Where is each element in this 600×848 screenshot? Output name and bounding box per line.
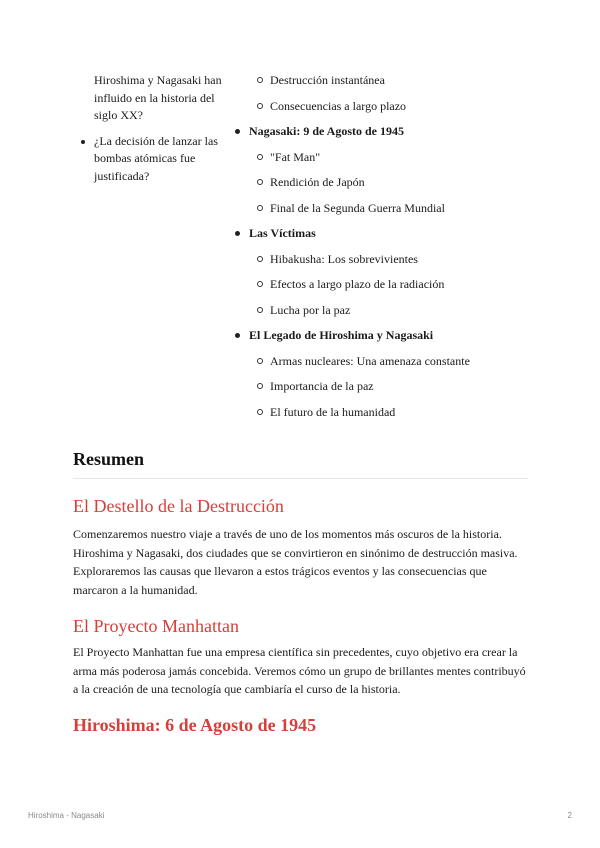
left-bullet-item: ¿La decisión de lanzar las bombas atómicas fue justificada?	[78, 133, 223, 186]
footer-doc-title: Hiroshima - Nagasaki	[28, 811, 105, 820]
left-column	[78, 72, 223, 185]
outline-column	[232, 72, 542, 429]
summary-divider	[73, 478, 528, 479]
outline-subitem: Destrucción instantánea	[232, 72, 542, 98]
section-title-manhattan: El Proyecto Manhattan	[73, 616, 239, 636]
section-text-destello: Comenzaremos nuestro viaje a través de uno de los momentos más oscuros de la historia. Hiroshima y Nagasaki, dos ciudades que se convirtieron en sinónimo de destrucción masiva. Exploraremos las causas que llevaron a estos trágicos eventos y las consecuencias que marcaron a la humanidad.	[73, 527, 518, 597]
section-title-hiroshima: Hiroshima: 6 de Agosto de 1945	[73, 715, 317, 735]
outline-subitem: El futuro de la humanidad	[232, 404, 542, 430]
left-bullet-list	[78, 133, 223, 186]
outline-subitem: Importancia de la paz	[232, 378, 542, 404]
outline-item-legado: El Legado de Hiroshima y Nagasaki	[232, 327, 542, 353]
outline-subitem: Hibakusha: Los sobrevivientes	[232, 251, 542, 277]
outline-list	[232, 72, 542, 429]
outline-subitem: Lucha por la paz	[232, 302, 542, 328]
section-title-destello: El Destello de la Destrucción	[73, 496, 284, 516]
footer-page-number: 2	[567, 811, 572, 820]
outline-subitem: Armas nucleares: Una amenaza constante	[232, 353, 542, 379]
outline-subitem: Rendición de Japón	[232, 174, 542, 200]
outline-item-nagasaki: Nagasaki: 9 de Agosto de 1945	[232, 123, 542, 149]
outline-subitem: "Fat Man"	[232, 149, 542, 175]
outline-subitem: Consecuencias a largo plazo	[232, 98, 542, 124]
outline-item-victimas: Las Víctimas	[232, 225, 542, 251]
summary-heading: Resumen	[73, 449, 144, 469]
outline-subitem: Final de la Segunda Guerra Mundial	[232, 200, 542, 226]
left-intro-text: Hiroshima y Nagasaki han influido en la historia del siglo XX?	[94, 73, 222, 122]
outline-subitem: Efectos a largo plazo de la radiación	[232, 276, 542, 302]
section-text-manhattan: El Proyecto Manhattan fue una empresa científica sin precedentes, cuyo objetivo era crear la arma más poderosa jamás concebida. Veremos cómo un grupo de brillantes mentes contribuyó a la creación de una tecnología que cambiaría el curso de la historia.	[73, 645, 526, 696]
